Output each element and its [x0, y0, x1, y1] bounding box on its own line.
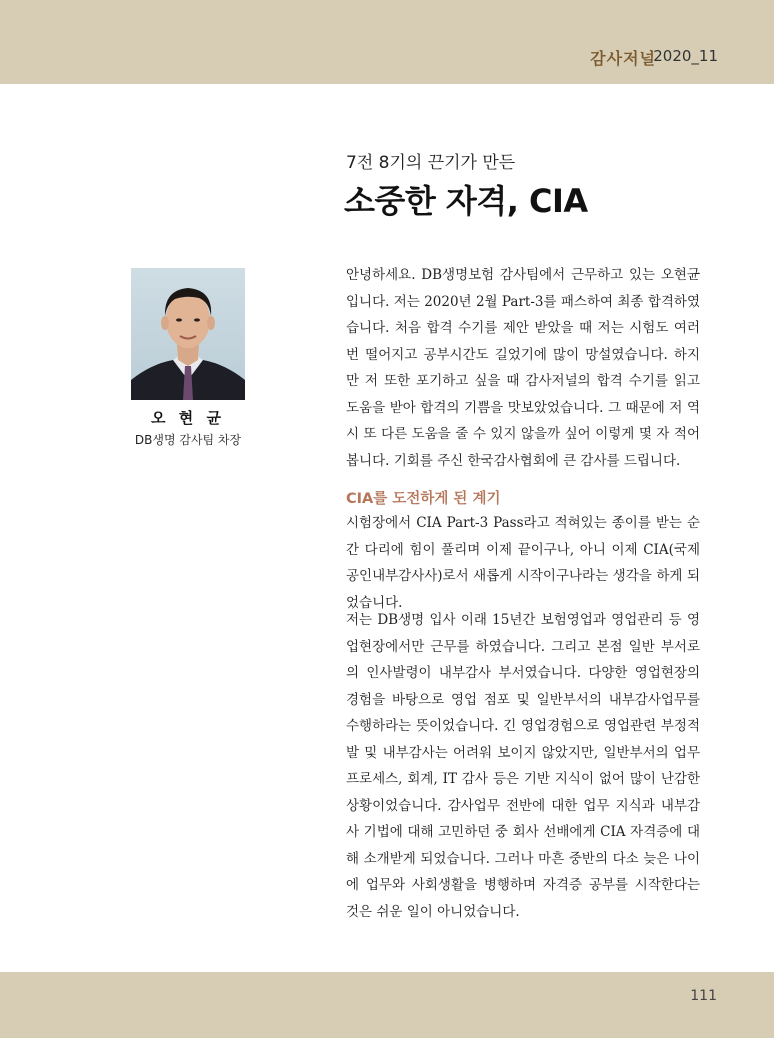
journal-issue: 2020_11 [653, 47, 718, 65]
author-position: DB생명 감사팀 차장 [134, 433, 242, 447]
intro-paragraph: 안녕하세요. DB생명보험 감사팀에서 근무하고 있는 오현균입니다. 저는 2020년 2월 Part-3를 패스하여 최종 합격하였습니다. 처음 합격 수기를 제안 받았을 때 저는 시험도 여러 번 떨어지고 공부시간도 길었기에 많이 망설였습니다. 하지만 저 또한 포기하고 싶을 때 감사저널의 합격 수기를 읽고 도움을 받아 합격의 기쁨을 맛보았었습니다. 그 때문에 저 역시 또 다른 도움을 줄 수 있지 않을까 싶어 이렇게 몇 자 적어봅니다. 기회를 주신 한국감사협회에 큰 감사를 드립니다. [346, 267, 700, 469]
body-paragraph-1: 시험장에서 CIA Part-3 Pass라고 적혀있는 종이를 받는 순간 다리에 힘이 풀리며 이제 끝이구나, 아니 이제 CIA(국제공인내부감사사)로서 새롭게 시작이구나라는 생각을 하게 되었습니다. [346, 515, 700, 611]
author-photo [131, 268, 245, 400]
journal-name: 감사저널 [590, 49, 656, 68]
article-title: 소중한 자격, CIA [344, 182, 588, 220]
author-portrait-image [131, 268, 245, 400]
section-heading: CIA를 도전하게 된 계기 [346, 491, 501, 507]
footer-band [0, 972, 774, 1038]
header-band [0, 0, 774, 84]
author-name: 오 현 균 [151, 409, 225, 427]
page-number: 111 [690, 988, 717, 1004]
body-paragraph-2: 저는 DB생명 입사 이래 15년간 보험영업과 영업관리 등 영업현장에서만 근무를 하였습니다. 그리고 본점 일반 부서로의 인사발령이 내부감사 부서였습니다. 다양한 영업현장의 경험을 바탕으로 영업 점포 및 일반부서의 내부감사업무를 수행하라는 뜻이었습니다. 긴 영업경험으로 영업관련 부정적발 및 내부감사는 어려워 보이지 않았지만, 일반부서의 업무 프로세스, 회계, IT 감사 등은 기반 지식이 없어 많이 난감한 상황이었습니다. 감사업무 전반에 대한 업무 지식과 내부감사 기법에 대해 고민하던 중 회사 선배에게 CIA 자격증에 대해 소개받게 되었습니다. 그러나 마흔 중반의 다소 늦은 나이에 업무와 사회생활을 병행하며 자격증 공부를 시작한다는 것은 쉬운 일이 아니었습니다. [346, 612, 700, 920]
article-subtitle: 7전 8기의 끈기가 만든 [346, 153, 516, 173]
